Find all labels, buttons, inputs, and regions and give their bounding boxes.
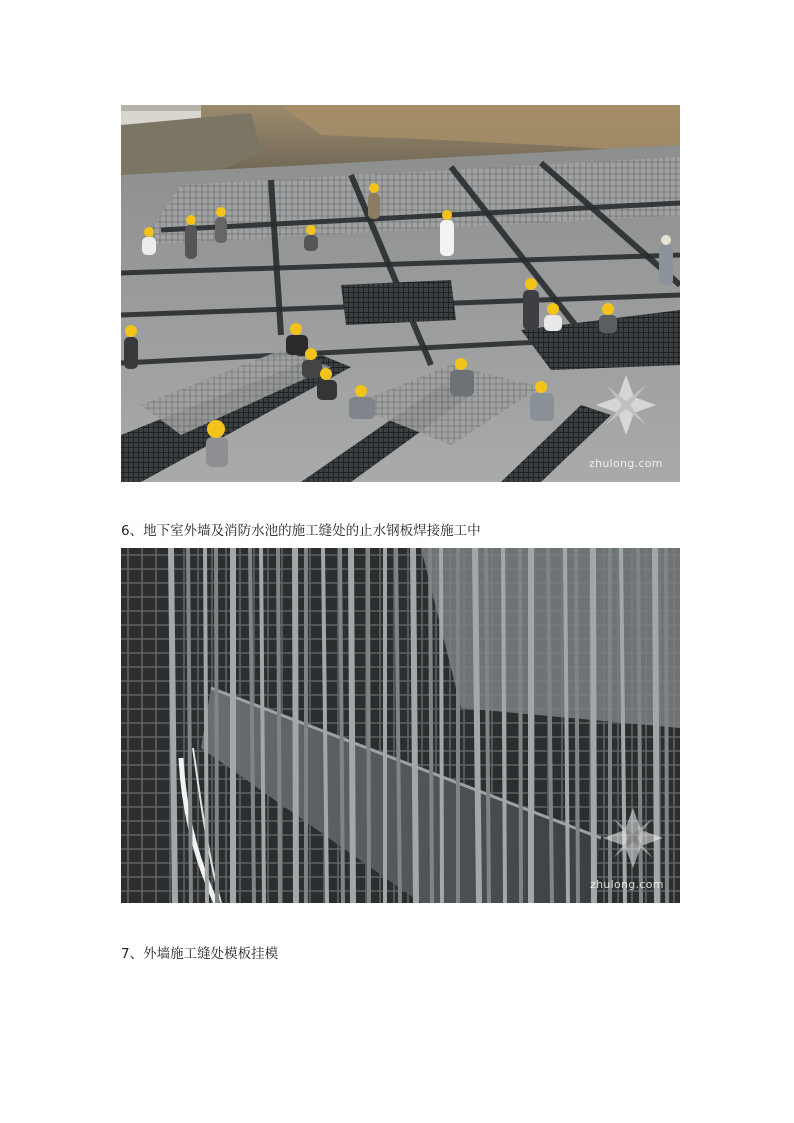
caption-item-6: 6、地下室外墙及消防水池的施工缝处的止水钢板焊接施工中	[121, 523, 481, 539]
vertical-rebar	[351, 548, 353, 903]
photo-2-illustration	[121, 548, 680, 903]
vertical-rebar	[520, 548, 521, 903]
vertical-rebar	[655, 548, 657, 903]
vertical-rebar	[666, 548, 667, 903]
watermark-text: zhulong.com	[589, 457, 663, 470]
vertical-rebar	[475, 548, 479, 903]
vertical-rebar	[171, 548, 175, 903]
vertical-rebar	[368, 548, 369, 903]
vertical-rebar	[216, 548, 217, 903]
vertical-rebar	[593, 548, 594, 903]
caption-item-7: 7、外墙施工缝处模板挂模	[121, 946, 279, 962]
vertical-rebar	[205, 548, 207, 903]
vertical-rebar	[413, 548, 416, 903]
vertical-rebar	[576, 548, 578, 903]
photo-basement-slab-rebar-workers	[121, 105, 680, 482]
vertical-rebar	[503, 548, 505, 903]
photo-1-illustration	[121, 105, 680, 482]
watermark-text-2: zhulong.com	[590, 878, 664, 891]
vertical-rebar	[441, 548, 442, 903]
photo-waterstop-steel-plate-rebar	[121, 548, 680, 903]
vertical-rebar	[278, 548, 280, 903]
vertical-rebar	[295, 548, 296, 903]
vertical-rebar	[430, 548, 432, 903]
